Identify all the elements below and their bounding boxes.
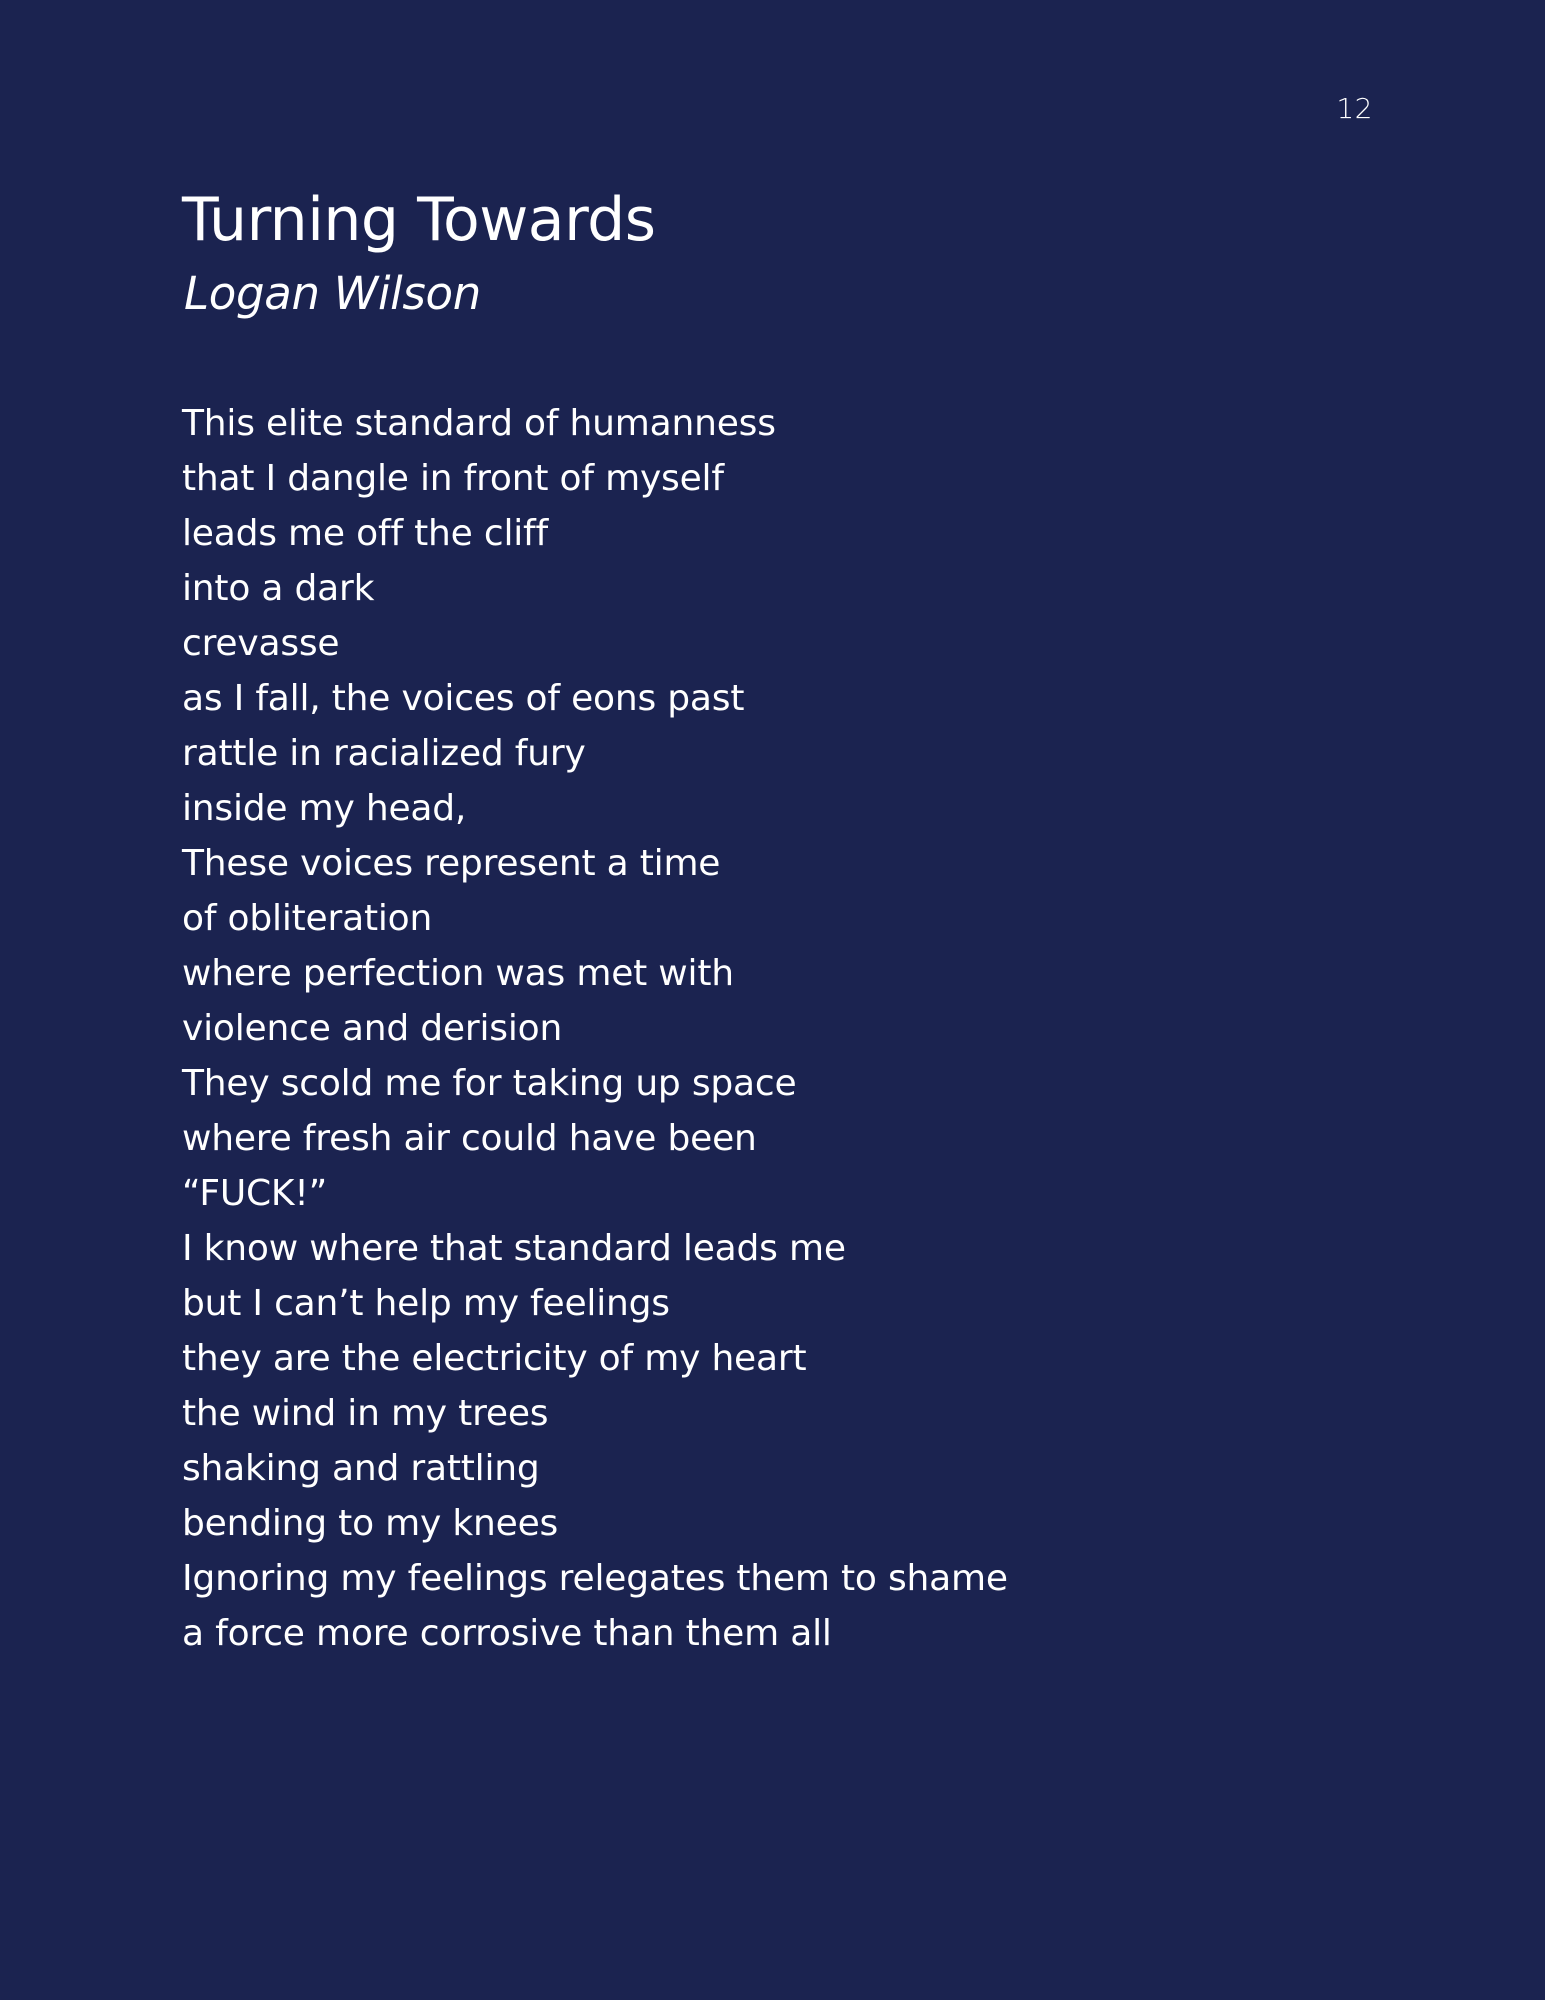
poem-line: rattle in racialized fury	[182, 733, 586, 774]
poem-line: I know where that standard leads me	[182, 1228, 846, 1269]
poem-line: bending to my knees	[182, 1503, 559, 1544]
poem-header	[182, 180, 656, 326]
poem-line: where perfection was met with	[182, 953, 734, 994]
poem-line: into a dark	[182, 568, 375, 609]
poem-line: They scold me for taking up space	[182, 1063, 797, 1104]
poem-title: Turning Towards	[182, 185, 656, 255]
poem-line: shaking and rattling	[182, 1448, 540, 1489]
page-number: 12	[1336, 92, 1373, 125]
poem-line: a force more corrosive than them all	[182, 1613, 832, 1654]
poem-line: Ignoring my feelings relegates them to shame	[182, 1558, 1008, 1599]
poem-author: Logan Wilson	[184, 267, 481, 320]
poem-line: they are the electricity of my heart	[182, 1338, 807, 1379]
poem-line: crevasse	[182, 623, 340, 664]
poem-line: of obliteration	[182, 898, 433, 939]
poem-line: the wind in my trees	[182, 1393, 549, 1434]
poem-line: “FUCK!”	[182, 1173, 328, 1214]
poem-line: violence and derision	[182, 1008, 563, 1049]
poem-line: but I can’t help my feelings	[182, 1283, 670, 1324]
poem-line: that I dangle in front of myself	[182, 458, 724, 499]
poem-line: These voices represent a time	[182, 843, 721, 884]
poem-line: leads me off the cliff	[182, 513, 549, 554]
poem-line: where fresh air could have been	[182, 1118, 757, 1159]
poem-line: inside my head,	[182, 788, 467, 829]
poem-line: as I fall, the voices of eons past	[182, 678, 745, 719]
poem-body	[182, 396, 1008, 1661]
poem-line: This elite standard of humanness	[182, 403, 776, 444]
